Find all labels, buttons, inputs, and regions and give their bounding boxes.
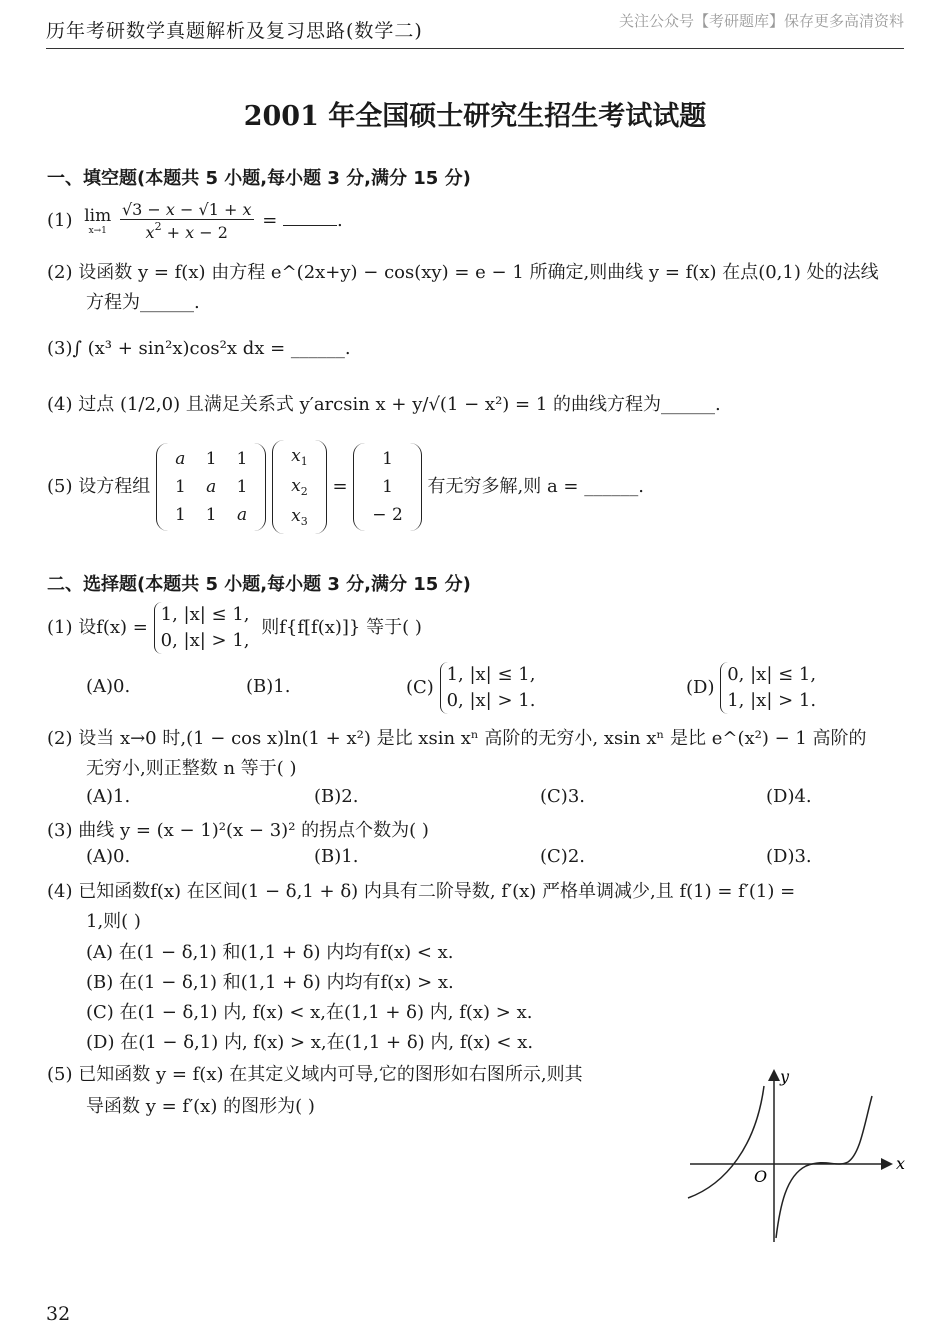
- s2-q2-option-d: (D)4.: [766, 786, 812, 807]
- s2-question-4-line-1: (4) 已知函数f(x) 在区间(1 − δ,1 + δ) 内具有二阶导数, f′(x) 严格单调减少,且 f(1) = f′(1) =: [47, 881, 796, 902]
- s2-question-2-line-1: (2) 设当 x→0 时,(1 − cos x)ln(1 + x²) 是比 xsin xⁿ 高阶的无穷小, xsin xⁿ 是比 e^(x²) − 1 高阶的: [47, 728, 867, 749]
- x-axis-label: x: [896, 1154, 906, 1173]
- s2-q2-option-c: (C)3.: [540, 786, 585, 807]
- s2-question-2-line-2: 无穷小,则正整数 n 等于( ): [86, 758, 297, 779]
- unknowns-vector: $x_1$ $x_2$ $x_3$: [272, 440, 327, 534]
- s1-question-3: (3)∫ (x³ + sin²x)cos²x dx = ______.: [47, 338, 351, 359]
- s2-q2-option-a: (A)1.: [86, 786, 131, 807]
- y-axis-label: y: [780, 1067, 790, 1086]
- s2-q4-option-c: (C) 在(1 − δ,1) 内, f(x) < x,在(1,1 + δ) 内, f(x) > x.: [86, 1002, 533, 1023]
- origin-label: O: [754, 1167, 768, 1186]
- page-number: 32: [46, 1303, 71, 1325]
- s1-question-2-line-2: 方程为______.: [86, 292, 200, 313]
- coefficient-matrix: a 1 1 1 a 1 1 1 a: [156, 443, 266, 531]
- s2-q1-option-b: (B)1.: [246, 676, 291, 697]
- header-book-title: 历年考研数学真题解析及复习思路(数学二): [46, 20, 423, 42]
- constant-vector: 1 1 − 2: [353, 443, 421, 531]
- page-title: 2001 年全国硕士研究生招生考试试题: [243, 101, 707, 132]
- s2-q1-option-d: (D) 0, |x| ≤ 1, 1, |x| > 1.: [686, 662, 822, 714]
- s2-q4-option-d: (D) 在(1 − δ,1) 内, f(x) > x,在(1,1 + δ) 内, f(x) < x.: [86, 1032, 534, 1053]
- s2-q3-option-b: (B)1.: [314, 846, 359, 867]
- s2-q3-option-c: (C)2.: [540, 846, 585, 867]
- s2-q3-option-a: (A)0.: [86, 846, 131, 867]
- s2-q1-option-a: (A)0.: [86, 676, 131, 697]
- header-watermark: 关注公众号【考研题库】保存更多高清资料: [618, 12, 904, 30]
- s2-question-5-line-1: (5) 已知函数 y = f(x) 在其定义域内可导,它的图形如右图所示,则其: [47, 1064, 583, 1085]
- s1-question-1: (1) lim x→1 $\frac{√3 - x - √1 + x}{x^2 + x - 2}$ = .: [47, 200, 343, 242]
- s2-q2-option-b: (B)2.: [314, 786, 359, 807]
- s2-question-5-line-2: 导函数 y = f′(x) 的图形为( ): [86, 1096, 315, 1117]
- section-1-heading: 一、填空题(本题共 5 小题,每小题 3 分,满分 15 分): [47, 168, 471, 189]
- section-2-heading: 二、选择题(本题共 5 小题,每小题 3 分,满分 15 分): [47, 574, 471, 595]
- s1-question-2-line-1: (2) 设函数 y = f(x) 由方程 e^(2x+y) − cos(xy) = e − 1 所确定,则曲线 y = f(x) 在点(0,1) 处的法线: [47, 262, 879, 283]
- s2-q4-option-a: (A) 在(1 − δ,1) 和(1,1 + δ) 内均有f(x) < x.: [86, 942, 454, 963]
- s2-q4-option-b: (B) 在(1 − δ,1) 和(1,1 + δ) 内均有f(x) > x.: [86, 972, 454, 993]
- s1-question-5: (5) 设方程组 a 1 1 1 a 1 1 1 a $x_1$ $x_2$ $x_3$ = 1 1 − 2 有无穷多解,则 a = ______.: [47, 440, 644, 534]
- function-graph: [686, 1066, 916, 1256]
- s2-question-3: (3) 曲线 y = (x − 1)²(x − 3)² 的拐点个数为( ): [47, 820, 429, 841]
- s2-q3-option-d: (D)3.: [766, 846, 812, 867]
- header-divider: [46, 48, 904, 49]
- curve-right-branch: [776, 1096, 872, 1238]
- curve-left-branch: [688, 1086, 764, 1198]
- s2-question-1: (1) 设f(x) = 1, |x| ≤ 1, 0, |x| > 1, 则f{f[f(x)]} 等于( ): [47, 602, 422, 654]
- s2-q1-option-c: (C) 1, |x| ≤ 1, 0, |x| > 1.: [406, 662, 541, 714]
- s1-question-4: (4) 过点 (1/2,0) 且满足关系式 y′arcsin x + y/√(1 − x²) = 1 的曲线方程为______.: [47, 394, 721, 415]
- s2-question-4-line-2: 1,则( ): [86, 911, 141, 932]
